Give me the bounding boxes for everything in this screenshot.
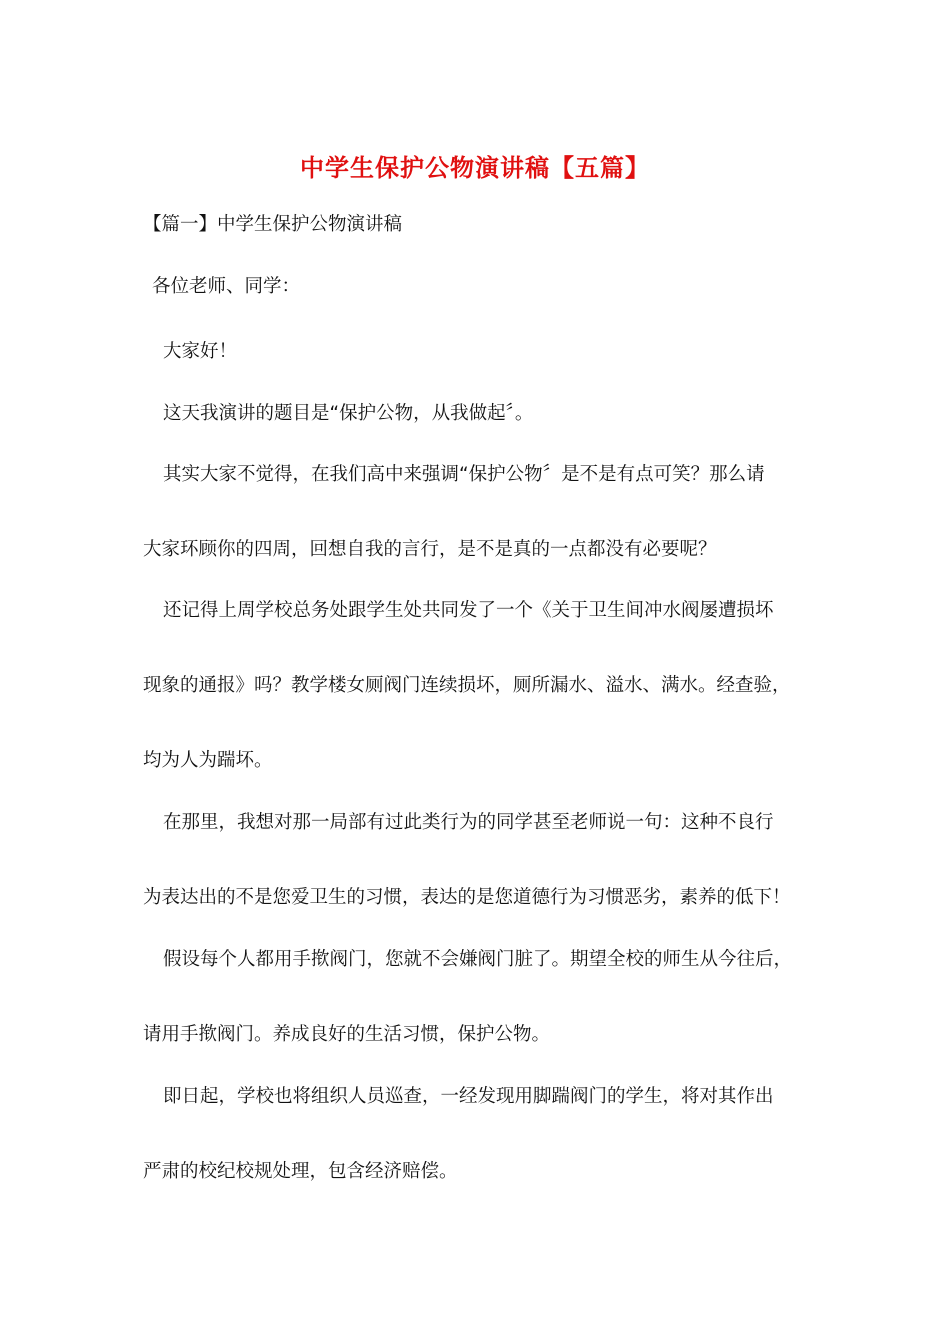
salutation: 各位老师、同学： [152,276,301,297]
paragraph-line: 还记得上周学校总务处跟学生处共同发了一个《关于卫生间冲水阀屡遭损坏 [163,600,774,621]
paragraph-line: 即日起，学校也将组织人员巡查，一经发现用脚踹阀门的学生，将对其作出 [163,1086,774,1107]
paragraph-line: 其实大家不觉得，在我们高中来强调“保护公物〞是不是有点可笑？那么请 [163,464,765,485]
paragraph-line: 在那里，我想对那一局部有过此类行为的同学甚至老师说一句：这种不良行 [163,812,774,833]
paragraph-line: 这天我演讲的题目是“保护公物，从我做起〞。 [163,403,534,424]
paragraph-line: 现象的通报》吗？教学楼女厕阀门连续损坏，厕所漏水、溢水、满水。经查验， [143,675,791,696]
section-heading: 【篇一】中学生保护公物演讲稿 [143,214,403,235]
paragraph-line: 严肃的校纪校规处理，包含经济赔偿。 [143,1161,458,1182]
document-title: 中学生保护公物演讲稿【五篇】 [300,154,650,182]
paragraph-line: 为表达出的不是您爱卫生的习惯，表达的是您道德行为习惯恶劣，素养的低下！ [143,887,791,908]
paragraph-line: 大家环顾你的四周，回想自我的言行，是不是真的一点都没有必要呢？ [143,539,717,560]
paragraph-line: 请用手揿阀门。养成良好的生活习惯，保护公物。 [143,1024,551,1045]
paragraph-line: 假设每个人都用手揿阀门，您就不会嫌阀门脏了。期望全校的师生从今往后， [163,949,793,970]
paragraph-line: 均为人为踹坏。 [143,750,273,771]
greeting: 大家好！ [163,341,238,362]
